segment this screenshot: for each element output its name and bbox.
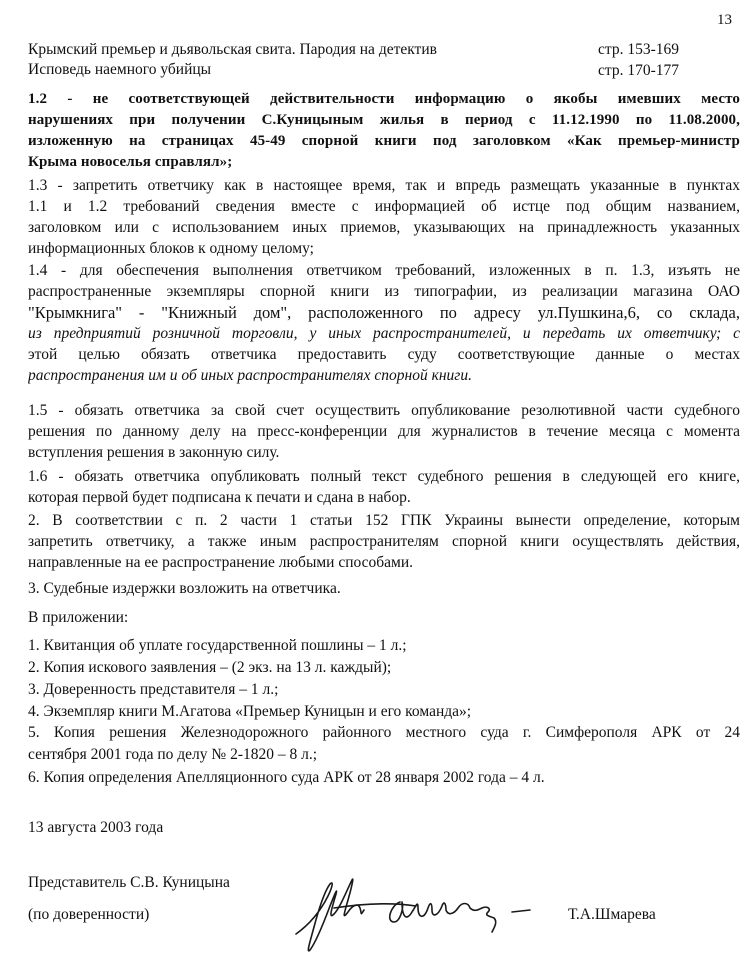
paragraph-line: 1.5 - обязать ответчика за свой счет осуществить опубликование резолютивной части судебного [28,402,740,419]
item-1-5 [28,400,740,463]
paragraph-line: 1.3 - запретить ответчику как в настоящее время, так и впредь размещать указанные в пунктах [28,177,740,194]
page-number: 13 [717,12,732,28]
paragraph-line: сентября 2001 года по делу № 2-1820 – 8 л.; [28,746,318,763]
paragraph-line: заголовком или с использованием иных приемов, указывающих на принадлежность указанных [28,219,740,236]
paragraph-line: изложенную на страницах 45-49 спорной книги под заголовком «Как премьер-министр [28,133,740,149]
paragraph-line: 1.4 - для обеспечения выполнения ответчиком требований, изложенных в п. 1.3, изъять не [28,262,740,279]
contents-pages: стр. 153-169 [598,41,680,58]
attachment-item-text: 2. Копия искового заявления – (2 экз. на 13 л. каждый); [28,659,392,676]
paragraph-line: из предприятий розничной торговли, у иных распространителей, и передать их ответчику; с [28,325,740,342]
signatory-name: Т.А.Шмарева [568,906,656,923]
signatory-basis: (по доверенности) [28,906,150,923]
attachment-item [28,722,740,766]
paragraph-line: запретить ответчику, а также иным распространителям спорной книги осуществлять действия, [28,533,740,550]
paragraph-line: "Крымкнига" - "Книжный дом", расположенного по адресу ул.Пушкина,6, со склада, [28,303,740,322]
attachment-item: 4. Экземпляр книги М.Агатова «Премьер Куницын и его команда»; [28,703,472,720]
document-date: 13 августа 2003 года [28,819,164,836]
attachments-heading: В приложении: [28,609,129,626]
handwritten-signature-icon [290,872,560,962]
paragraph-line: 1.1 и 1.2 требований сведения вместе с информацией об истце под общим названием, [28,198,740,215]
item-1-4 [28,260,740,386]
paragraph-line: которая первой будет подписана к печати и сдана в набор. [28,489,411,506]
paragraph-line: распространения им и об иных распространителях спорной книги. [28,367,472,384]
paragraph-line: 1.6 - обязать ответчика опубликовать полный текст судебного решения в следующей его книге, [28,468,740,485]
paragraph-line: 5. Копия решения Железнодорожного районного местного суда г. Симферополя АРК от 24 [28,724,740,741]
paragraph-line: 2. В соответствии с п. 2 части 1 статьи 152 ГПК Украины вынести определение, которым [28,512,740,529]
paragraph-line: этой целью обязать ответчика предоставить суду соответствующие данные о местах [28,346,740,363]
item-2 [28,510,740,573]
attachment-item [28,659,391,677]
paragraph-line: решения по данному делу на пресс-конференции для журналистов в течение месяца с момента [28,423,740,440]
paragraph-line: направленные на ее распространение любыми способами. [28,554,414,571]
paragraph-line: распространенные экземпляры спорной книги из типографии, из реализации магазина ОАО [28,283,740,300]
item-1-3 [28,175,740,259]
attachment-item: 3. Доверенность представителя – 1 л.; [28,681,279,698]
paragraph-line: нарушениях при получении С.Куницыным жилья в период с 11.12.1990 по 11.08.2000, [28,112,740,128]
paragraph-line: информационных блоков к одному целому; [28,240,314,257]
attachment-item: 6. Копия определения Апелляционного суда АРК от 28 января 2002 года – 4 л. [28,769,545,786]
item-1-2 [28,89,740,173]
contents-title: Исповедь наемного убийцы [28,61,212,78]
contents-pages: стр. 170-177 [598,62,680,79]
contents-title: Крымский премьер и дьявольская свита. Пародия на детектив [28,41,437,58]
paragraph-line: вступления решения в законную силу. [28,444,280,461]
item-1-6 [28,466,740,508]
paragraph-line: Крыма новоселья справлял»; [28,154,233,170]
attachment-item: 1. Квитанция об уплате государственной пошлины – 1 л.; [28,637,407,654]
signatory-role: Представитель С.В. Куницына [28,874,230,891]
paragraph-line: 1.2 - не соответствующей действительности информацию о якобы имевших место [28,91,740,107]
item-3: 3. Судебные издержки возложить на ответчика. [28,580,341,597]
